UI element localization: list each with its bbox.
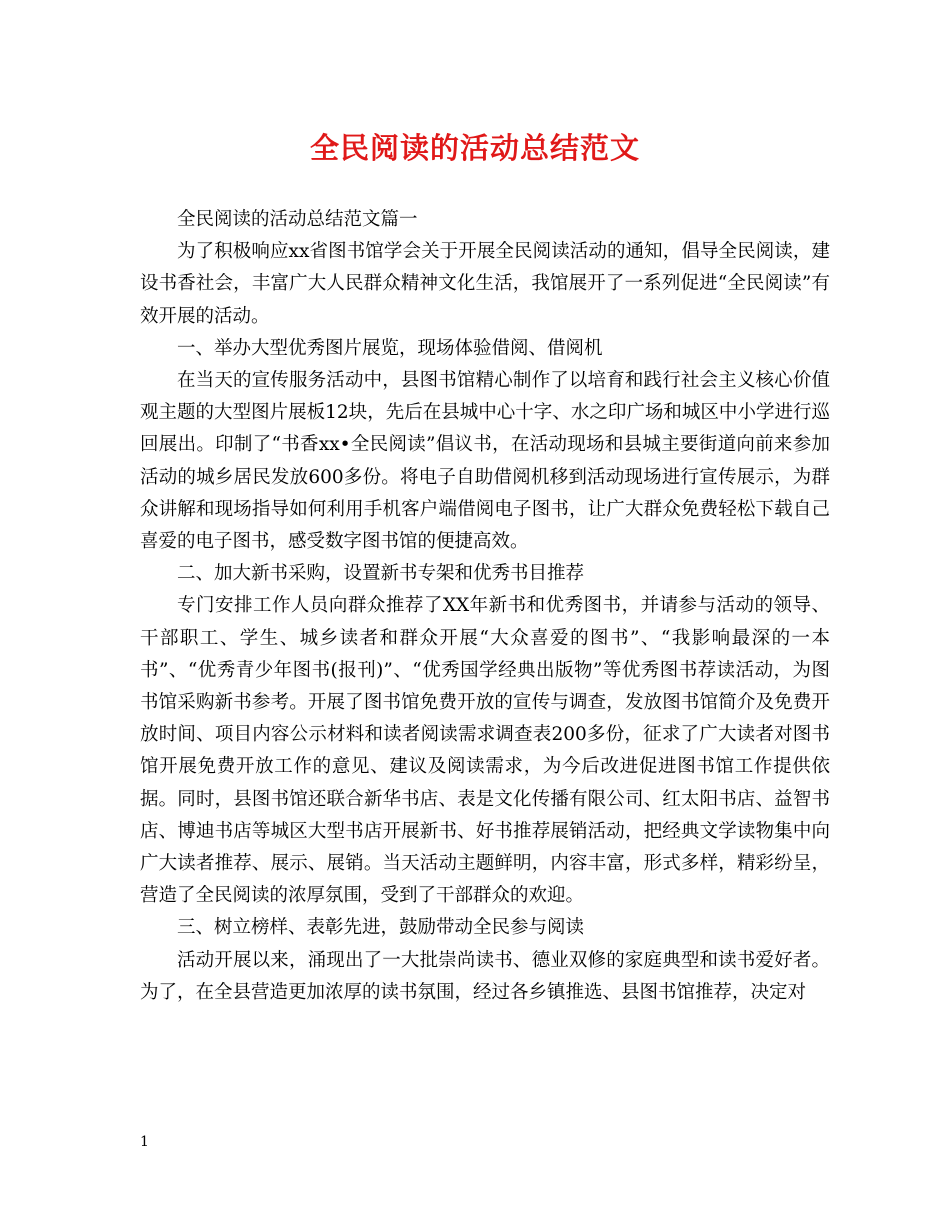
section-heading: 全民阅读的活动总结范文篇一 <box>177 209 418 230</box>
page-number: 1 <box>140 1134 149 1150</box>
document-body <box>140 204 830 1009</box>
section-heading: 一、举办大型优秀图片展览，现场体验借阅、借阅机 <box>177 337 603 359</box>
section-heading: 二、加大新书采购，设置新书专架和优秀书目推荐 <box>177 563 585 585</box>
document-title: 全民阅读的活动总结范文 <box>309 131 640 165</box>
paragraph: 为了积极响应xx省图书馆学会关于开展全民阅读活动的通知，倡导全民阅读，建设书香社会，丰富广大人民群众精神文化生活，我馆展开了一系列促进“全民阅读”有效开展的活动。 <box>140 241 830 327</box>
paragraph: 在当天的宣传服务活动中，县图书馆精心制作了以培育和践行社会主义核心价值观主题的大型图片展板12块，先后在县城中心十字、水之印广场和城区中小学进行巡回展出。印制了“书香xx•全民阅读”倡议书，在活动现场和县城主要街道向前来参加活动的城乡居民发放600多份。将电子自助借阅机移到活动现场进行宣传展示，为群众讲解和现场指导如何利用手机客户端借阅电子图书，让广大群众免费轻松下载自己喜爱的电子图书，感受数字图书馆的便捷高效。 <box>140 370 830 553</box>
paragraph: 活动开展以来，涌现出了一大批崇尚读书、德业双修的家庭典型和读书爱好者。为了，在全县营造更加浓厚的读书氛围，经过各乡镇推选、县图书馆推荐，决定对 <box>140 949 830 1003</box>
paragraph: 专门安排工作人员向群众推荐了XX年新书和优秀图书，并请参与活动的领导、干部职工、学生、城乡读者和群众开展“大众喜爱的图书”、“我影响最深的一本书”、“优秀青少年图书(报刊)”、“优秀国学经典出版物”等优秀图书荐读活动，为图书馆采购新书参考。开展了图书馆免费开放的宣传与调查，发放图书馆简介及免费开放时间、项目内容公示材料和读者阅读需求调查表200多份，征求了广大读者对图书馆开展免费开放工作的意见、建议及阅读需求，为今后改进促进图书馆工作提供依据。同时，县图书馆还联合新华书店、表是文化传播有限公司、红太阳书店、益智书店、博迪书店等城区大型书店开展新书、好书推荐展销活动，把经典文学读物集中向广大读者推荐、展示、展销。当天活动主题鲜明，内容丰富，形式多样，精彩纷呈，营造了全民阅读的浓厚氛围，受到了干部群众的欢迎。 <box>140 595 830 907</box>
section-heading: 三、树立榜样、表彰先进，鼓励带动全民参与阅读 <box>177 917 585 939</box>
